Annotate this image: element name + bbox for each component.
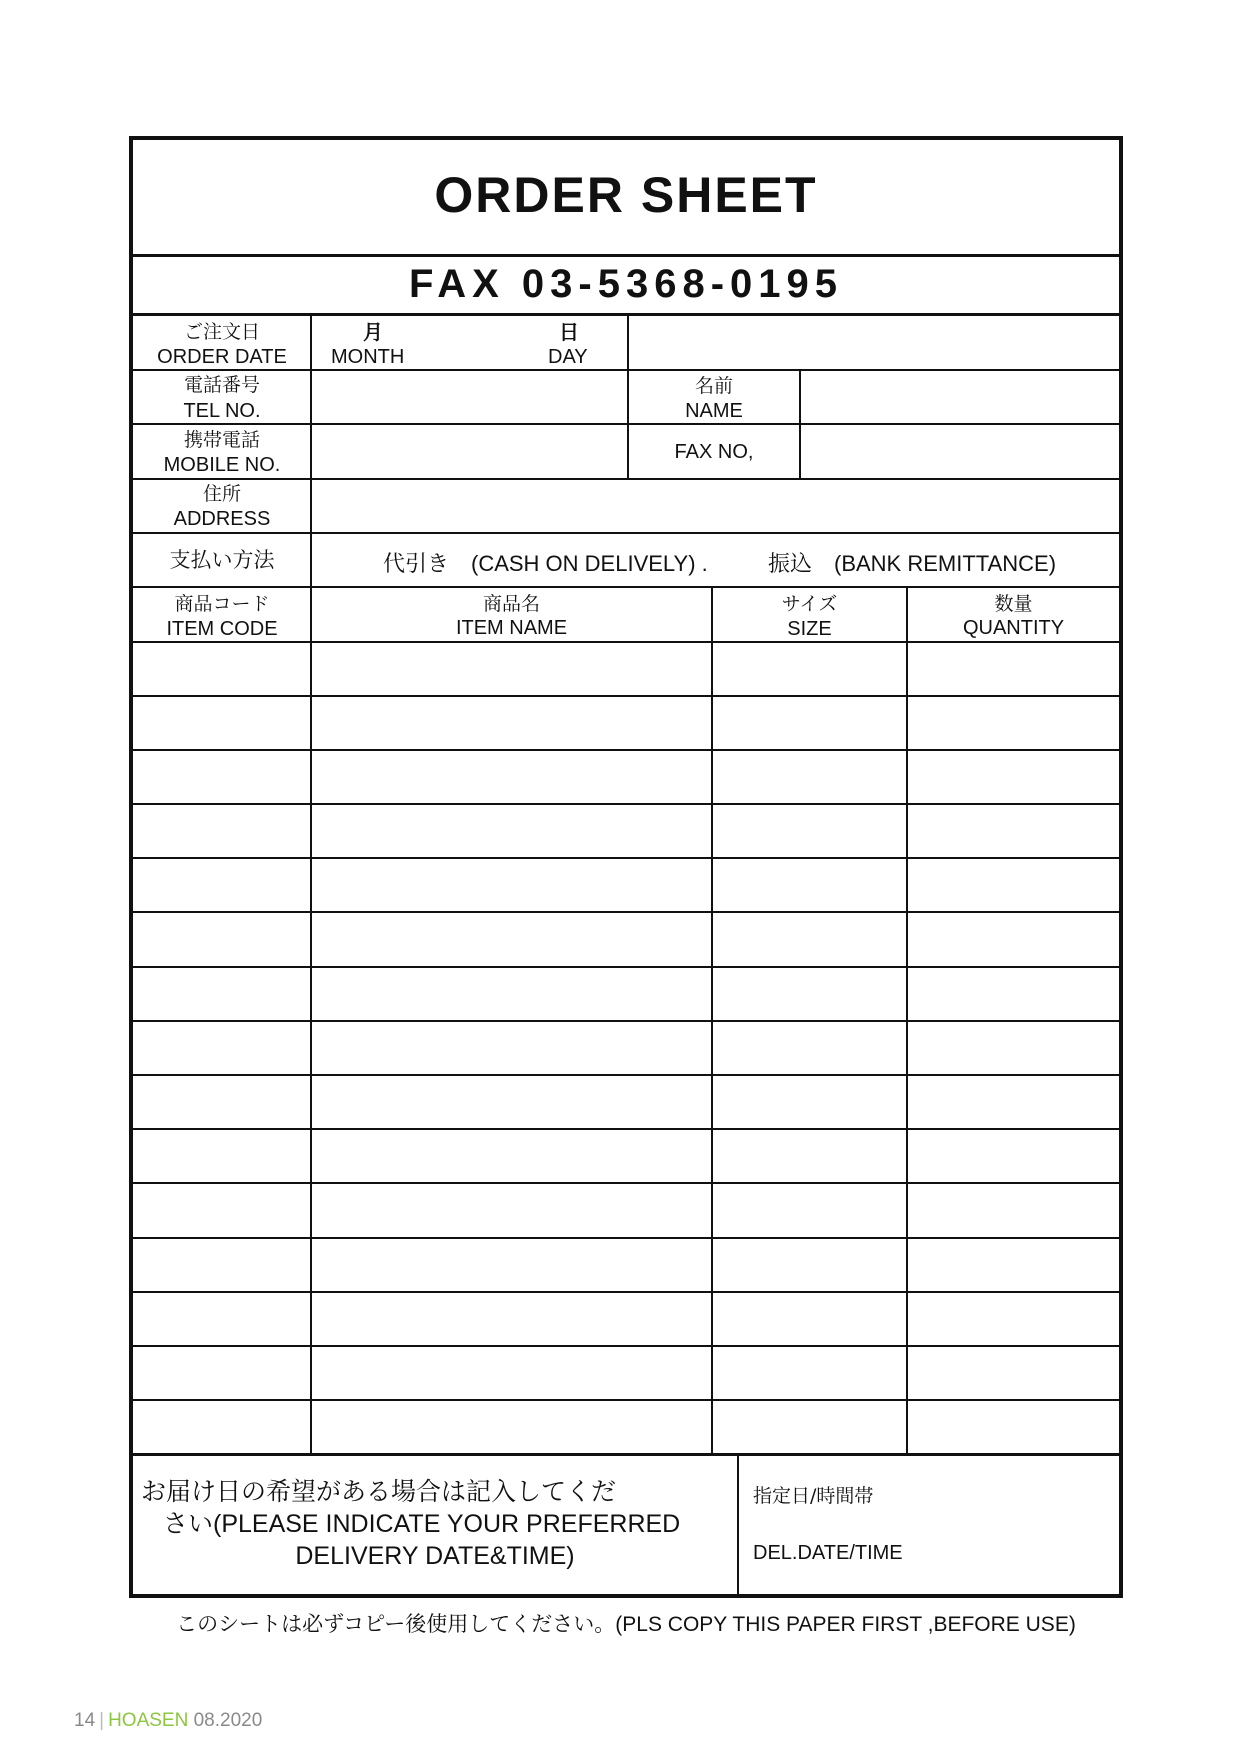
payment-cod-option[interactable]: 代引き (CASH ON DELIVELY) . [383, 551, 708, 576]
mobile-input[interactable] [312, 425, 627, 478]
order-date-label-en: ORDER DATE [157, 346, 287, 368]
size-header-jp: サイズ [781, 593, 838, 615]
day-label-jp: 日 [559, 320, 579, 344]
name-label-jp: 名前 [694, 375, 733, 397]
month-label-jp: 月 [363, 320, 383, 344]
edition-date: 08.2020 [193, 1710, 263, 1731]
quantity-header-jp: 数量 [994, 593, 1033, 615]
del-date-label-jp: 指定日/時間帯 [753, 1485, 874, 1507]
row-divider [133, 966, 1119, 968]
row-divider [133, 1074, 1119, 1076]
row-divider [133, 695, 1119, 697]
del-date-label-en: DEL.DATE/TIME [753, 1542, 903, 1564]
col-divider-delivery [737, 1455, 739, 1596]
row-divider [133, 803, 1119, 805]
page-number: 14 [74, 1710, 96, 1731]
month-label-en: MONTH [331, 346, 405, 368]
delivery-note-line2: さい(PLEASE INDICATE YOUR PREFERRED [163, 1510, 681, 1538]
col-divider-qty [906, 587, 908, 1455]
row-divider [133, 1237, 1119, 1239]
address-label-en: ADDRESS [173, 508, 271, 530]
brand-name: HOASEN [108, 1710, 189, 1731]
row-divider [133, 1291, 1119, 1293]
size-header-en: SIZE [787, 618, 832, 640]
order-date-extra-field[interactable] [629, 316, 1119, 369]
divider-payment [133, 586, 1119, 588]
tel-label-en: TEL NO. [183, 400, 261, 422]
row-divider [133, 1345, 1119, 1347]
item-name-header-jp: 商品名 [482, 593, 540, 615]
copy-instruction: このシートは必ずコピー後使用してください。(PLS COPY THIS PAPER FIRST ,BEFORE USE) [176, 1613, 1076, 1636]
delivery-note-line1: お届け日の希望がある場合は記入してくだ [141, 1478, 617, 1506]
delivery-note-line3: DELIVERY DATE&TIME) [295, 1542, 575, 1570]
day-input[interactable] [580, 336, 620, 366]
item-code-header-jp: 商品コード [174, 593, 270, 615]
address-label-jp: 住所 [202, 483, 241, 505]
name-input[interactable] [801, 371, 1119, 423]
payment-bank-option[interactable]: 振込 (BANK REMITTANCE) [768, 551, 1057, 576]
month-input[interactable] [380, 336, 530, 366]
row-divider [133, 911, 1119, 913]
row-divider [133, 1020, 1119, 1022]
row-divider [133, 749, 1119, 751]
order-date-label-jp: ご注文日 [183, 321, 260, 343]
mobile-label-en: MOBILE NO. [163, 454, 281, 476]
name-label-en: NAME [685, 400, 743, 422]
row-divider [133, 1128, 1119, 1130]
fax-no-label: FAX NO, [674, 441, 754, 463]
divider-title [133, 254, 1119, 257]
fax-no-input[interactable] [801, 425, 1119, 478]
item-name-header-en: ITEM NAME [455, 617, 568, 639]
row-divider [133, 1399, 1119, 1401]
row-divider [133, 857, 1119, 859]
del-date-input[interactable] [740, 1456, 1119, 1594]
day-label-en: DAY [548, 346, 588, 368]
fax-number: FAX 03-5368-0195 [408, 262, 843, 306]
page-title: ORDER SHEET [434, 167, 818, 223]
mobile-label-jp: 携帯電話 [183, 429, 260, 451]
payment-label: 支払い方法 [169, 548, 275, 572]
address-input[interactable] [312, 480, 1119, 532]
tel-label-jp: 電話番号 [183, 374, 260, 396]
row-divider [133, 1182, 1119, 1184]
col-divider-size [711, 587, 713, 1455]
tel-input[interactable] [312, 371, 627, 423]
divider-address [133, 532, 1119, 534]
page-footer: 14 | HOASEN 08.2020 [74, 1710, 263, 1731]
quantity-header-en: QUANTITY [962, 617, 1065, 639]
item-code-header-en: ITEM CODE [166, 618, 278, 640]
